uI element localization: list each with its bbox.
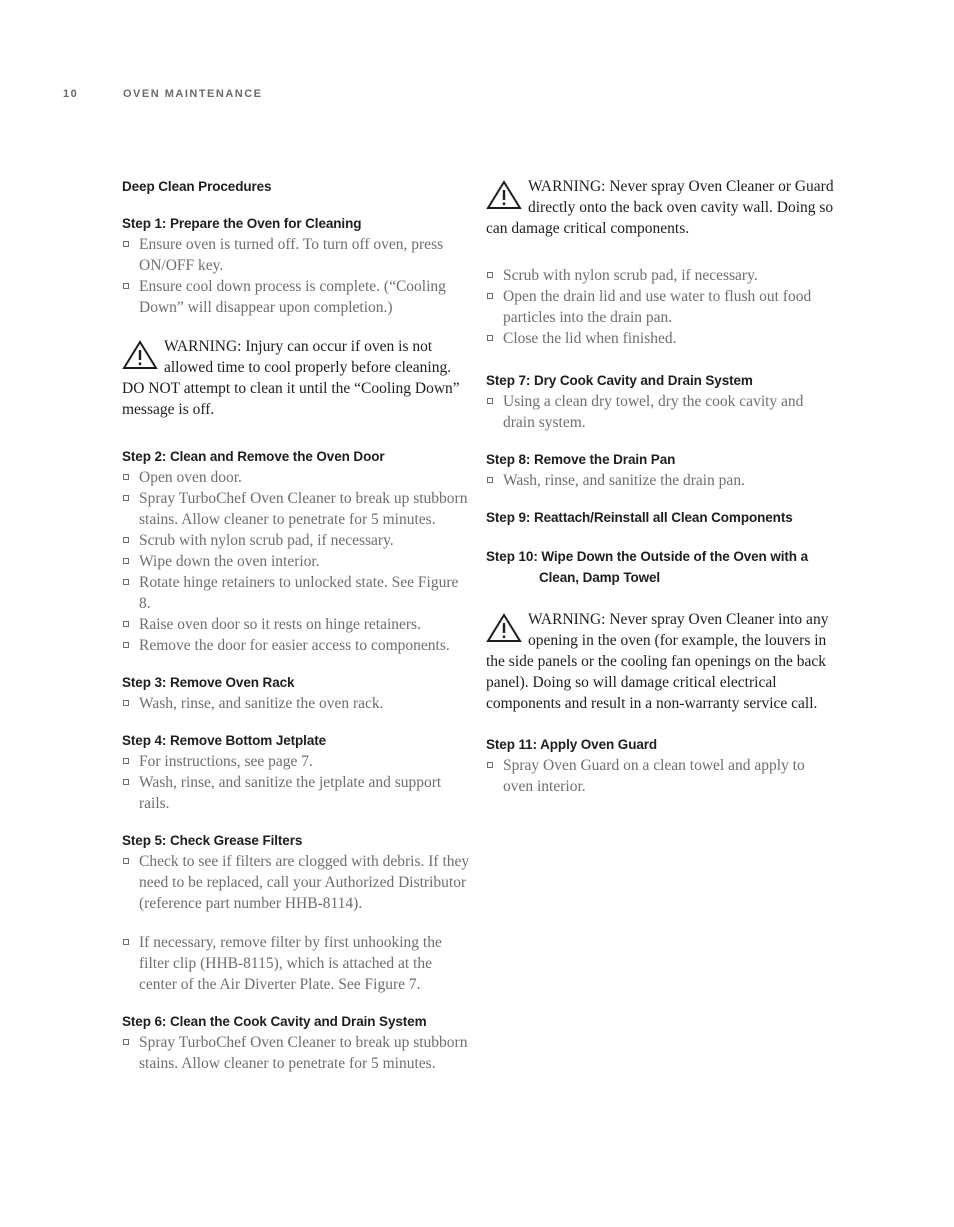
list-item: Close the lid when finished. [486, 328, 836, 349]
warning-text: WARNING: Injury can occur if oven is not allowed time to cool properly before cleaning. DO NOT attempt to clean it until the “Cooling Down” message is off. [122, 338, 460, 418]
list-item: Ensure cool down process is complete. (“Cooling Down” will disappear upon completion.) [122, 276, 472, 318]
list-item: Spray Oven Guard on a clean towel and apply to oven interior. [486, 755, 836, 797]
list-item: Scrub with nylon scrub pad, if necessary. [122, 530, 472, 551]
right-column [486, 176, 836, 797]
list-item: Spray TurboChef Oven Cleaner to break up stubborn stains. Allow cleaner to penetrate for 5 minutes. [122, 1032, 472, 1074]
step-6-heading: Step 6: Clean the Cook Cavity and Drain System [122, 1014, 427, 1029]
step-5 [122, 830, 472, 995]
step-10-heading-line2: Clean, Damp Towel [539, 570, 661, 585]
step-2 [122, 446, 472, 656]
step-1-heading: Step 1: Prepare the Oven for Cleaning [122, 216, 362, 231]
step-9-heading: Step 9: Reattach/Reinstall all Clean Components [486, 510, 793, 525]
step-2-list [122, 467, 472, 656]
section-title: OVEN MAINTENANCE [123, 88, 263, 100]
list-item: Check to see if filters are clogged with debris. If they need to be replaced, call your Authorized Distributor (reference part number HHB-8114). [122, 851, 472, 914]
step-3 [122, 672, 472, 714]
step-4-heading: Step 4: Remove Bottom Jetplate [122, 733, 327, 748]
step-5-heading: Step 5: Check Grease Filters [122, 833, 303, 848]
list-item: Raise oven door so it rests on hinge retainers. [122, 614, 472, 635]
list-item: Wash, rinse, and sanitize the drain pan. [486, 470, 836, 491]
warning-back-wall [486, 176, 836, 239]
step-10-heading [486, 546, 836, 588]
list-item: Remove the door for easier access to components. [122, 635, 472, 656]
warning-icon [486, 180, 522, 210]
list-item: Spray TurboChef Oven Cleaner to break up stubborn stains. Allow cleaner to penetrate for 5 minutes. [122, 488, 472, 530]
step-7 [486, 370, 836, 433]
step-10-heading-line1: Step 10: Wipe Down the Outside of the Oven with a [486, 549, 809, 564]
warning-text: WARNING: Never spray Oven Cleaner into any opening in the oven (for example, the louvers in the side panels or the cooling fan openings on the back panel). Doing so will damage critical electrical components and result in a non-warranty service call. [486, 611, 829, 712]
step-1-list [122, 234, 472, 318]
step-4 [122, 730, 472, 814]
list-item: Wash, rinse, and sanitize the jetplate and support rails. [122, 772, 472, 814]
step-11-heading: Step 11: Apply Oven Guard [486, 737, 658, 752]
step-2-heading: Step 2: Clean and Remove the Oven Door [122, 449, 385, 464]
warning-openings [486, 609, 836, 714]
step-1 [122, 213, 472, 318]
list-item: Scrub with nylon scrub pad, if necessary. [486, 265, 836, 286]
warning-icon [486, 613, 522, 643]
step-5-list [122, 851, 472, 995]
step-4-list [122, 751, 472, 814]
warning-cooling [122, 336, 472, 420]
step-3-list [122, 693, 472, 714]
step-7-list [486, 391, 836, 433]
step-7-heading: Step 7: Dry Cook Cavity and Drain System [486, 373, 753, 388]
left-column [122, 176, 472, 1074]
step-6-list [122, 1032, 472, 1074]
list-item: If necessary, remove filter by first unhooking the filter clip (HHB-8115), which is attached at the center of the Air Diverter Plate. See Figure 7. [122, 932, 472, 995]
step-11-list [486, 755, 836, 797]
step-9 [486, 507, 836, 528]
list-item: Using a clean dry towel, dry the cook cavity and drain system. [486, 391, 836, 433]
list-item: Open the drain lid and use water to flush out food particles into the drain pan. [486, 286, 836, 328]
step-8-list [486, 470, 836, 491]
list-item: Open oven door. [122, 467, 472, 488]
step-8-heading: Step 8: Remove the Drain Pan [486, 452, 676, 467]
page-number: 10 [63, 88, 79, 100]
step-11 [486, 734, 836, 797]
step-8 [486, 449, 836, 491]
list-item: Wipe down the oven interior. [122, 551, 472, 572]
warning-text: WARNING: Never spray Oven Cleaner or Guard directly onto the back oven cavity wall. Doing so can damage critical components. [486, 178, 834, 237]
list-item: Wash, rinse, and sanitize the oven rack. [122, 693, 472, 714]
list-item: For instructions, see page 7. [122, 751, 472, 772]
procedures-title: Deep Clean Procedures [122, 179, 272, 194]
step-10 [486, 546, 836, 588]
step-3-heading: Step 3: Remove Oven Rack [122, 675, 295, 690]
list-item: Ensure oven is turned off. To turn off oven, press ON/OFF key. [122, 234, 472, 276]
warning-icon [122, 340, 158, 370]
step-6 [122, 1011, 472, 1074]
step-6-continued-list [486, 265, 836, 349]
list-item: Rotate hinge retainers to unlocked state. See Figure 8. [122, 572, 472, 614]
